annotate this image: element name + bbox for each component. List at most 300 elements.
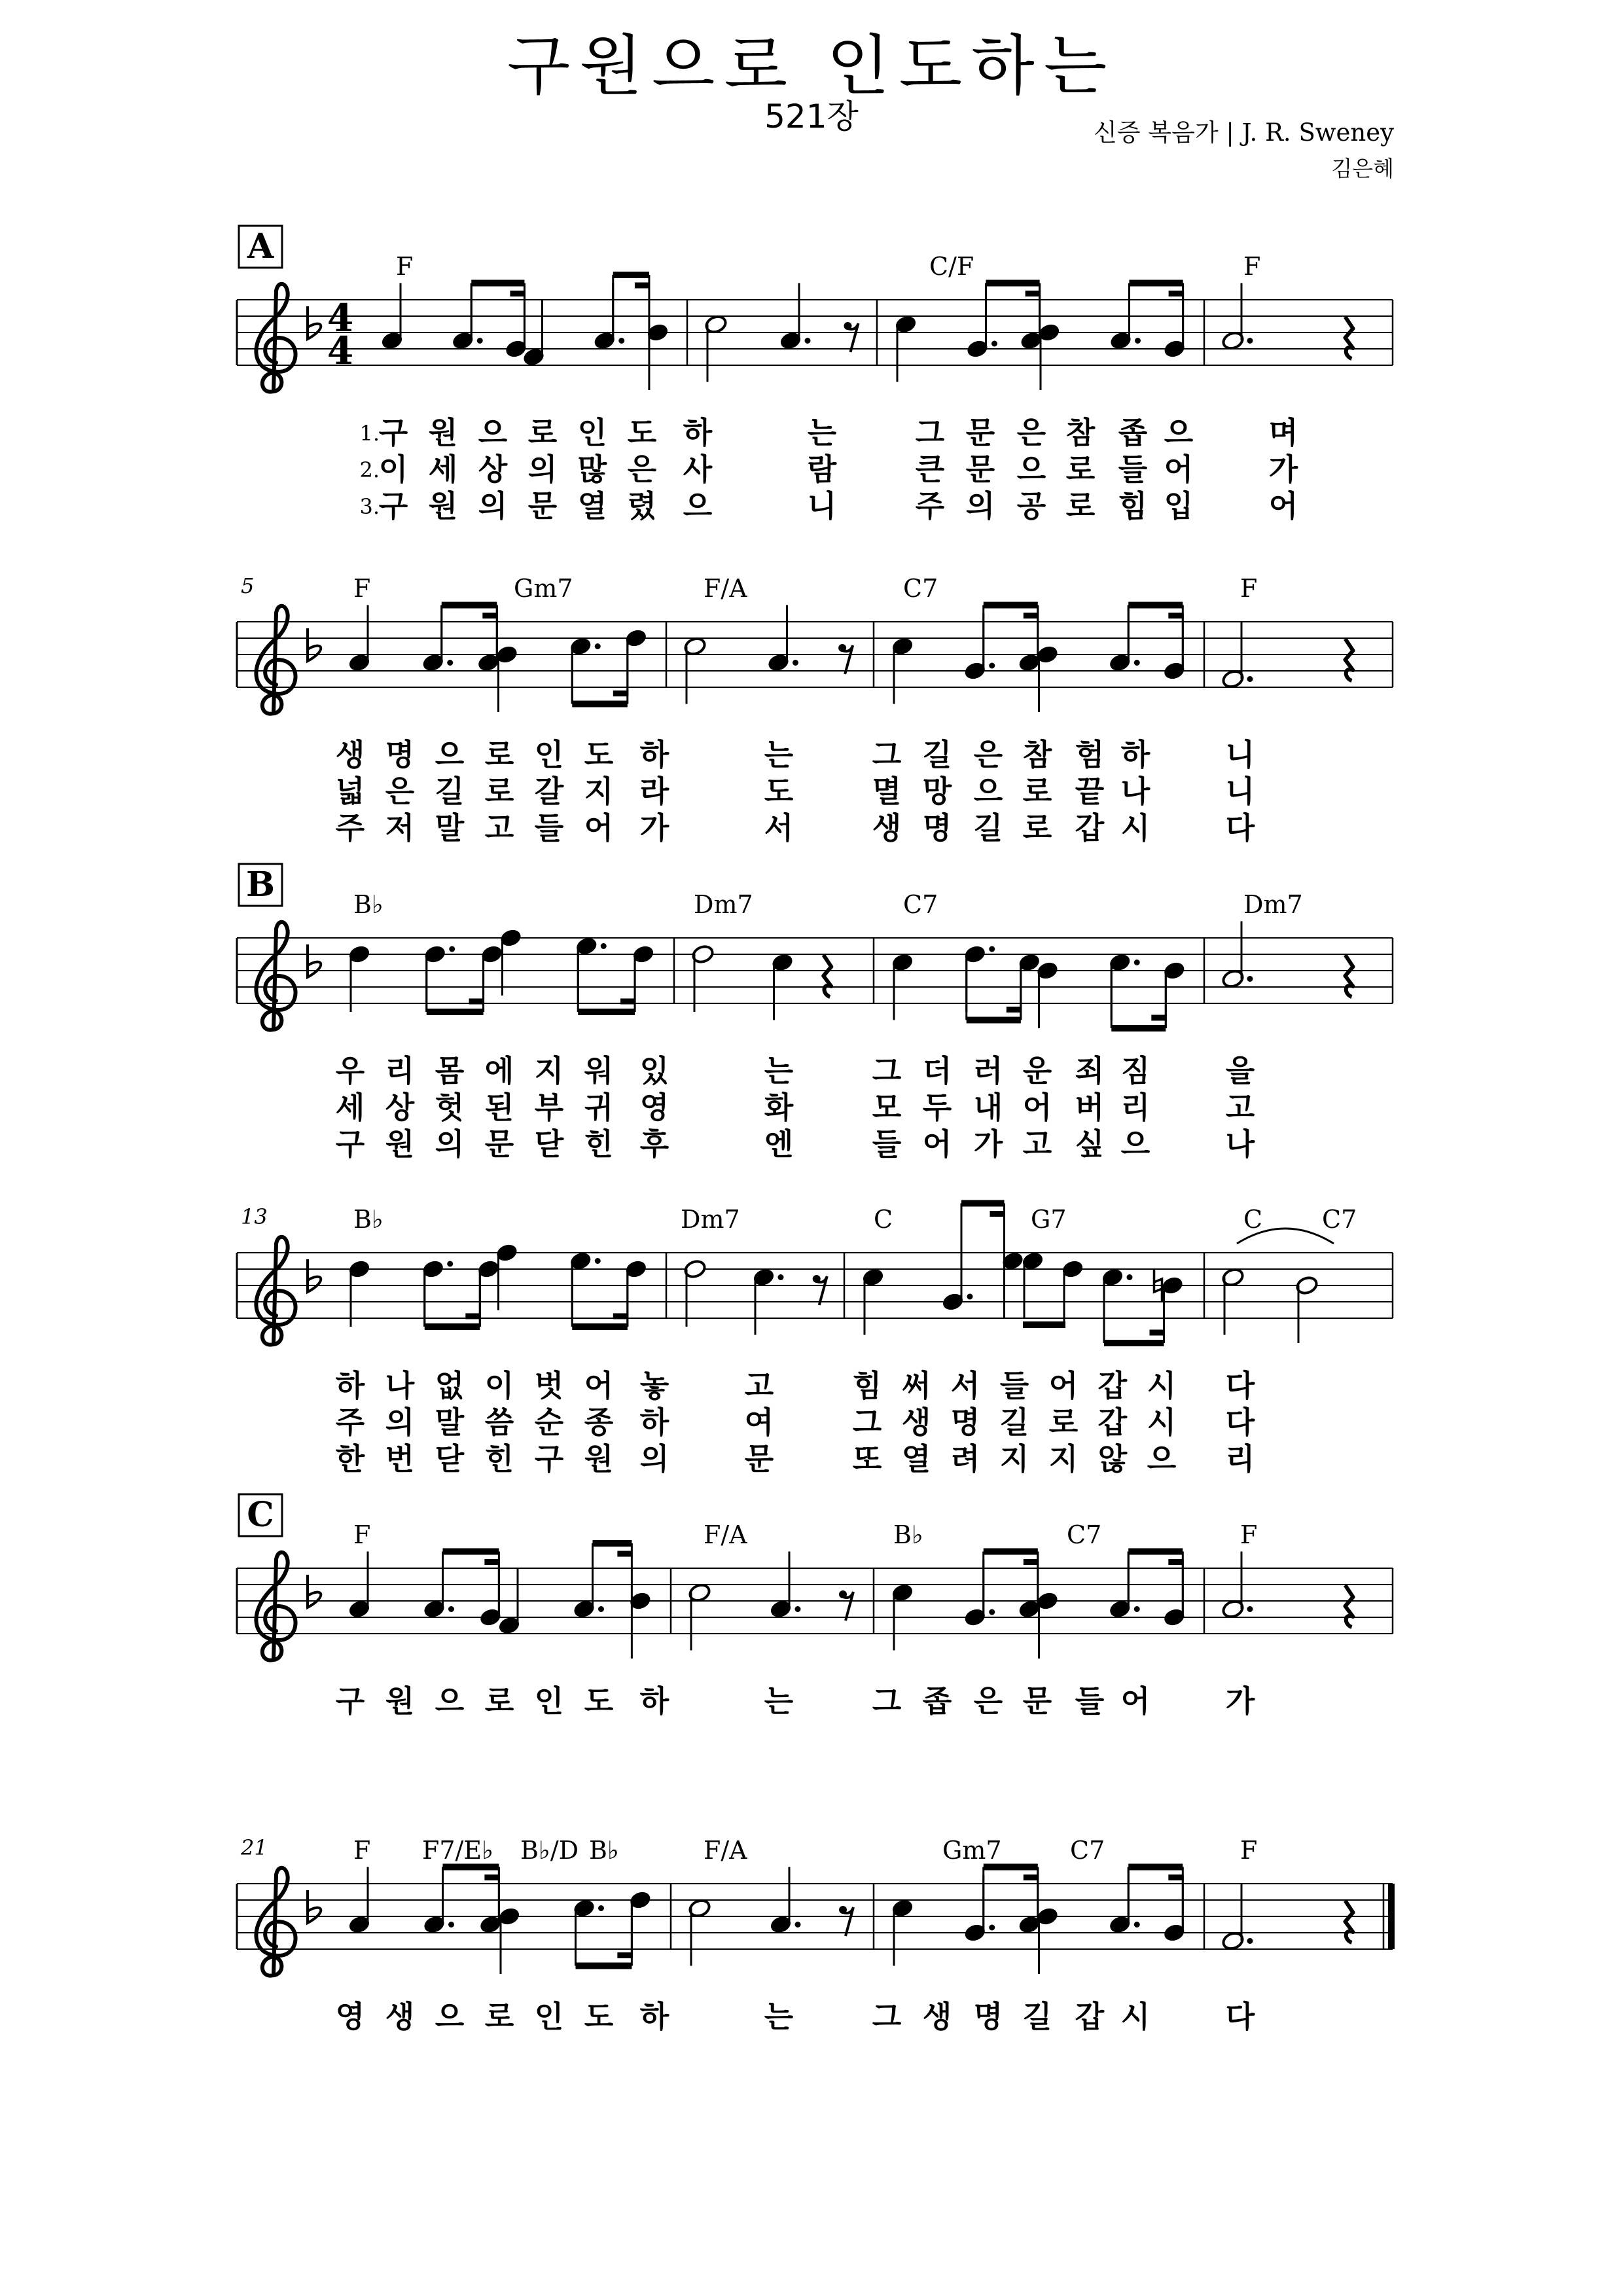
lyric-syllable: 그: [872, 737, 902, 772]
augmentation-dot: [1247, 1938, 1253, 1944]
lyric-syllable: 는: [764, 1053, 794, 1088]
lyric-syllable: 갑: [1097, 1405, 1128, 1440]
lyric-syllable: 갈: [534, 774, 564, 809]
lyric-syllable: 있: [639, 1053, 669, 1088]
augmentation-dot: [795, 1606, 801, 1612]
lyric-syllable: 운: [1022, 1053, 1052, 1088]
lyric-syllable: 명: [973, 1999, 1003, 2034]
lyric-syllable: 나: [1225, 1126, 1255, 1162]
translator-credit: 김은혜: [1331, 156, 1394, 181]
lyric-syllable: 상: [385, 1090, 415, 1125]
lyric-syllable: 은: [627, 452, 657, 487]
augmentation-dot: [1134, 660, 1140, 666]
lyric-syllable: 시: [1120, 1999, 1150, 2034]
lyric-syllable: 공: [1016, 488, 1046, 524]
lyric-syllable: 좁: [922, 1683, 952, 1719]
lyric-syllable: 들: [1075, 1683, 1105, 1719]
lyric-syllable: 문: [527, 488, 558, 524]
lyric-syllable: 씀: [484, 1405, 514, 1440]
lyric-syllable: 들: [1118, 452, 1148, 487]
chord-symbol: C7: [1067, 1520, 1102, 1549]
lyric-syllable: 닫: [435, 1441, 465, 1477]
quarter-rest-icon: [1346, 639, 1353, 681]
lyric-syllable: 람: [807, 452, 837, 487]
chord-symbol: C7: [903, 574, 938, 603]
quarter-rest-icon: [1346, 317, 1353, 359]
quarter-rest-icon: [823, 955, 831, 997]
lyric-syllable: 망: [922, 774, 952, 809]
chord-symbol: F7/E♭: [422, 1836, 494, 1865]
lyric-syllable: 고: [744, 1368, 774, 1403]
augmentation-dot: [989, 1609, 995, 1615]
lyric-syllable: 으: [435, 1999, 465, 2034]
lyric-syllable: 나: [1120, 774, 1150, 809]
lyric-syllable: 로: [484, 737, 514, 772]
lyric-syllable: 영: [335, 1999, 365, 2034]
lyric-syllable: 길: [1022, 1999, 1052, 2034]
lyric-syllable: 려: [950, 1441, 980, 1477]
augmentation-dot: [598, 1606, 604, 1612]
augmentation-dot: [449, 946, 455, 952]
lyric-syllable: 리: [1120, 1090, 1150, 1125]
lyric-syllable: 로: [1065, 488, 1096, 524]
lyric-syllable: 멸: [872, 774, 902, 809]
lyric-syllable: 힘: [852, 1368, 882, 1403]
augmentation-dot: [598, 1905, 604, 1911]
lyric-syllable: 버: [1075, 1090, 1105, 1125]
augmentation-dot: [448, 1922, 454, 1928]
time-signature-top: 4: [327, 296, 354, 340]
lyric-syllable: 좁: [1118, 415, 1148, 450]
rehearsal-mark: C: [247, 1495, 274, 1535]
verse-number: 2.: [359, 457, 380, 482]
lyric-syllable: 어: [584, 810, 614, 846]
lyric-syllable: 번: [385, 1441, 415, 1477]
lyric-syllable: 러: [973, 1053, 1003, 1088]
lyric-syllable: 어: [1268, 488, 1298, 524]
lyric-syllable: 는: [764, 1683, 794, 1719]
lyric-syllable: 도: [627, 415, 657, 450]
lyric-syllable: 지: [534, 1053, 564, 1088]
verse-number: 1.: [359, 421, 380, 446]
measure-number: 21: [241, 1835, 268, 1860]
lyric-syllable: 두: [922, 1090, 952, 1125]
lyric-syllable: 주: [335, 810, 365, 846]
chord-symbol: F: [1240, 574, 1258, 603]
lyric-syllable: 후: [639, 1126, 669, 1162]
lyric-syllable: 리: [385, 1053, 415, 1088]
lyric-syllable: 의: [965, 488, 995, 524]
key-signature-flat-icon: [308, 628, 321, 661]
lyric-syllable: 참: [1065, 415, 1096, 450]
measure-number: 5: [241, 573, 255, 598]
lyric-syllable: 은: [973, 737, 1003, 772]
chord-symbol: C: [874, 1205, 893, 1234]
key-signature-flat-icon: [308, 1890, 321, 1923]
lyric-syllable: 넓: [335, 774, 365, 809]
lyric-syllable: 사: [683, 452, 713, 487]
lyric-syllable: 가: [973, 1126, 1003, 1162]
hymn-title: 구원으로 인도하는: [507, 27, 1116, 104]
lyric-syllable: 문: [744, 1441, 774, 1477]
lyric-syllable: 영: [639, 1090, 669, 1125]
staff-system: [237, 226, 1393, 392]
lyric-syllable: 명: [950, 1405, 980, 1440]
lyric-syllable: 으: [435, 737, 465, 772]
lyric-syllable: 의: [478, 488, 508, 524]
augmentation-dot: [1134, 1606, 1140, 1612]
lyric-syllable: 모: [872, 1090, 902, 1125]
augmentation-dot: [595, 1258, 601, 1264]
chord-symbol: C/F: [929, 252, 974, 281]
rehearsal-mark: B: [246, 865, 275, 905]
lyric-syllable: 로: [1022, 774, 1052, 809]
augmentation-dot: [795, 1922, 801, 1928]
augmentation-dot: [601, 943, 607, 949]
source-credit: 신증 복음가 | J. R. Sweney: [1094, 118, 1394, 147]
augmentation-dot: [793, 660, 798, 666]
augmentation-dot: [1247, 676, 1253, 682]
lyric-syllable: 로: [1048, 1405, 1079, 1440]
lyric-syllable: 길: [922, 737, 952, 772]
lyric-syllable: 구: [378, 415, 408, 450]
lyric-syllable: 또: [852, 1441, 882, 1477]
measure-number: 13: [241, 1204, 268, 1229]
lyric-syllable: 몸: [435, 1053, 465, 1088]
lyric-syllable: 길: [999, 1405, 1029, 1440]
lyric-syllable: 갑: [1075, 1999, 1105, 2034]
chord-symbol: F: [1240, 1520, 1258, 1549]
chord-symbol: C7: [1322, 1205, 1357, 1234]
augmentation-dot: [989, 663, 995, 669]
lyric-syllable: 내: [973, 1090, 1003, 1125]
lyric-syllable: 니: [1225, 774, 1255, 809]
lyric-syllable: 원: [428, 488, 458, 524]
lyric-syllable: 우: [335, 1053, 365, 1088]
lyric-syllable: 그: [915, 415, 945, 450]
lyric-syllable: 한: [335, 1441, 365, 1477]
lyric-syllable: 지: [999, 1441, 1029, 1477]
lyric-syllable: 의: [527, 452, 558, 487]
chord-symbol: C7: [903, 890, 938, 919]
lyric-syllable: 니: [1225, 737, 1255, 772]
lyric-syllable: 힌: [484, 1441, 514, 1477]
time-signature-bottom: 4: [327, 329, 354, 373]
lyric-syllable: 갑: [1097, 1368, 1128, 1403]
chord-symbol: Dm7: [694, 890, 753, 919]
lyric-syllable: 문: [484, 1126, 514, 1162]
lyric-syllable: 으: [1016, 452, 1046, 487]
chord-symbol: Dm7: [1243, 890, 1303, 919]
lyric-syllable: 상: [478, 452, 508, 487]
lyric-syllable: 주: [335, 1405, 365, 1440]
augmentation-dot: [595, 643, 601, 649]
chord-symbol: F: [1243, 252, 1261, 281]
lyric-syllable: 로: [484, 1999, 514, 2034]
lyric-syllable: 인: [534, 1683, 564, 1719]
lyric-syllable: 니: [807, 488, 837, 524]
lyric-syllable: 는: [807, 415, 837, 450]
chord-symbol: F: [353, 1520, 371, 1549]
lyric-syllable: 하: [639, 737, 669, 772]
staff-system: [237, 1494, 1393, 1660]
lyric-syllable: 세: [335, 1090, 365, 1125]
lyric-syllable: 어: [584, 1368, 614, 1403]
lyric-syllable: 닫: [534, 1126, 564, 1162]
chord-symbol: B♭: [893, 1520, 923, 1549]
lyric-syllable: 으: [478, 415, 508, 450]
augmentation-dot: [618, 338, 624, 344]
lyric-syllable: 그: [852, 1405, 882, 1440]
lyric-syllable: 하: [639, 1405, 669, 1440]
lyric-syllable: 고: [1225, 1090, 1255, 1125]
lyric-syllable: 헛: [435, 1090, 465, 1125]
lyric-syllable: 지: [1048, 1441, 1079, 1477]
lyric-syllable: 종: [584, 1405, 614, 1440]
lyric-syllable: 은: [1016, 415, 1046, 450]
lyric-syllable: 문: [1022, 1683, 1052, 1719]
quarter-rest-icon: [1346, 1901, 1353, 1943]
lyric-syllable: 원: [428, 415, 458, 450]
lyric-syllable: 험: [1075, 737, 1105, 772]
lyric-syllable: 말: [435, 810, 465, 846]
lyric-syllable: 고: [1022, 1126, 1052, 1162]
quarter-rest-icon: [1346, 1585, 1353, 1627]
lyric-syllable: 부: [534, 1090, 564, 1125]
lyric-syllable: 렸: [627, 488, 657, 524]
augmentation-dot: [778, 1274, 784, 1280]
lyric-syllable: 힌: [584, 1126, 614, 1162]
augmentation-dot: [1134, 1922, 1140, 1928]
chord-symbol: F: [353, 574, 371, 603]
augmentation-dot: [477, 338, 483, 344]
lyric-syllable: 으: [435, 1683, 465, 1719]
lyric-syllable: 된: [484, 1090, 514, 1125]
augmentation-dot: [1247, 976, 1253, 982]
lyric-syllable: 생: [335, 737, 365, 772]
staff-system: [237, 864, 1393, 1030]
lyric-syllable: 지: [584, 774, 614, 809]
lyric-syllable: 로: [1065, 452, 1096, 487]
lyric-syllable: 문: [965, 415, 995, 450]
lyric-syllable: 짐: [1120, 1053, 1150, 1088]
chord-symbol: F: [396, 252, 414, 281]
lyric-syllable: 더: [922, 1053, 952, 1088]
key-signature-flat-icon: [308, 1575, 321, 1607]
lyric-syllable: 놓: [639, 1368, 669, 1403]
lyric-syllable: 구: [335, 1683, 365, 1719]
lyric-syllable: 원: [385, 1126, 415, 1162]
lyric-syllable: 주: [915, 488, 945, 524]
lyric-syllable: 명: [922, 810, 952, 846]
lyric-syllable: 으: [973, 774, 1003, 809]
lyric-syllable: 나: [385, 1368, 415, 1403]
lyric-syllable: 열: [577, 488, 607, 524]
chord-symbol: G7: [1031, 1205, 1067, 1234]
chord-symbol: Gm7: [514, 574, 573, 603]
lyric-syllable: 다: [1225, 810, 1255, 846]
chord-symbol: F: [353, 1836, 371, 1865]
lyric-syllable: 참: [1022, 737, 1052, 772]
beam: [1023, 1321, 1065, 1328]
lyric-syllable: 그: [872, 1053, 902, 1088]
augmentation-dot: [447, 1261, 453, 1267]
lyric-syllable: 벗: [534, 1368, 564, 1403]
chord-symbol: F/A: [704, 574, 747, 603]
lyric-syllable: 의: [385, 1405, 415, 1440]
lyric-syllable: 하: [639, 1999, 669, 2034]
lyric-syllable: 서: [764, 810, 794, 846]
lyric-syllable: 어: [1048, 1368, 1079, 1403]
lyric-syllable: 열: [901, 1441, 931, 1477]
lyric-syllable: 워: [584, 1053, 614, 1088]
lyric-syllable: 리: [1225, 1441, 1255, 1477]
lyric-syllable: 도: [584, 737, 614, 772]
lyric-syllable: 로: [1022, 810, 1052, 846]
lyric-syllable: 생: [922, 1999, 952, 2034]
chord-symbol: F: [1240, 1836, 1258, 1865]
augmentation-dot: [991, 341, 997, 347]
key-signature-flat-icon: [308, 306, 321, 339]
verse-number: 3.: [359, 494, 380, 519]
lyric-syllable: 싶: [1075, 1126, 1105, 1162]
lyric-syllable: 로: [527, 415, 558, 450]
lyric-syllable: 하: [1120, 737, 1150, 772]
lyric-syllable: 그: [872, 1999, 902, 2034]
lyric-syllable: 저: [385, 810, 415, 846]
lyric-syllable: 갑: [1075, 810, 1105, 846]
lyric-syllable: 을: [1225, 1053, 1255, 1088]
lyric-syllable: 가: [1268, 452, 1298, 487]
lyric-syllable: 세: [428, 452, 458, 487]
lyric-syllable: 인: [534, 1999, 564, 2034]
lyric-syllable: 의: [435, 1126, 465, 1162]
lyric-syllable: 엔: [764, 1126, 794, 1162]
lyric-syllable: 에: [484, 1053, 514, 1088]
lyric-syllable: 귀: [584, 1090, 614, 1125]
augmentation-dot: [805, 338, 811, 344]
chord-symbol: C: [1243, 1205, 1263, 1234]
chord-symbol: Gm7: [942, 1836, 1002, 1865]
lyric-syllable: 으: [1120, 1126, 1150, 1162]
lyric-syllable: 도: [584, 1999, 614, 2034]
lyric-syllable: 길: [435, 774, 465, 809]
chord-symbol: F/A: [704, 1836, 747, 1865]
lyric-syllable: 힘: [1118, 488, 1148, 524]
lyric-syllable: 화: [764, 1090, 794, 1125]
augmentation-dot: [1247, 1606, 1253, 1612]
lyric-syllable: 다: [1225, 1405, 1255, 1440]
lyric-syllable: 생: [385, 1999, 415, 2034]
lyric-syllable: 명: [385, 737, 415, 772]
lyric-syllable: 이: [484, 1368, 514, 1403]
lyric-syllable: 생: [872, 810, 902, 846]
lyric-syllable: 고: [484, 810, 514, 846]
lyric-syllable: 로: [484, 1683, 514, 1719]
lyric-syllable: 어: [1164, 452, 1194, 487]
staff-system: [237, 1835, 1393, 1976]
lyric-syllable: 가: [1225, 1683, 1255, 1719]
key-signature-flat-icon: [308, 1259, 321, 1292]
lyric-syllable: 구: [534, 1441, 564, 1477]
augmentation-dot: [1134, 960, 1140, 965]
lyric-syllable: 는: [764, 737, 794, 772]
lyric-syllable: 들: [872, 1126, 902, 1162]
lyric-syllable: 어: [922, 1126, 952, 1162]
key-signature-flat-icon: [308, 944, 321, 977]
chord-symbol: F/A: [704, 1520, 747, 1549]
lyric-syllable: 시: [1120, 810, 1150, 846]
lyric-syllable: 끝: [1075, 774, 1105, 809]
lyric-syllable: 여: [744, 1405, 774, 1440]
lyric-syllable: 의: [639, 1441, 669, 1477]
lyric-syllable: 문: [965, 452, 995, 487]
augmentation-dot: [448, 1606, 454, 1612]
lyric-syllable: 원: [385, 1683, 415, 1719]
lyric-syllable: 들: [999, 1368, 1029, 1403]
lyric-syllable: 다: [1225, 1999, 1255, 2034]
lyric-syllable: 죄: [1075, 1053, 1105, 1088]
staff-system: [237, 573, 1393, 714]
lyric-syllable: 길: [973, 810, 1003, 846]
lyric-syllable: 은: [385, 774, 415, 809]
staff-system: [237, 1204, 1393, 1345]
lyric-syllable: 많: [577, 452, 607, 487]
lyric-syllable: 어: [1120, 1683, 1150, 1719]
lyric-syllable: 으: [1164, 415, 1194, 450]
lyric-syllable: 원: [584, 1441, 614, 1477]
lyric-syllable: 도: [584, 1683, 614, 1719]
lyric-syllable: 들: [534, 810, 564, 846]
lyric-syllable: 로: [484, 774, 514, 809]
lyric-syllable: 하: [639, 1683, 669, 1719]
lyric-syllable: 하: [335, 1368, 365, 1403]
lyric-syllable: 하: [683, 415, 713, 450]
lyric-syllable: 인: [534, 737, 564, 772]
augmentation-dot: [1127, 1274, 1133, 1280]
augmentation-dot: [1135, 338, 1141, 344]
chord-symbol: Dm7: [681, 1205, 740, 1234]
lyric-syllable: 않: [1097, 1441, 1128, 1477]
lyric-syllable: 입: [1164, 488, 1194, 524]
lyric-syllable: 생: [901, 1405, 931, 1440]
augmentation-dot: [967, 1294, 973, 1300]
lyric-syllable: 다: [1225, 1368, 1255, 1403]
lyric-syllable: 으: [683, 488, 713, 524]
lyric-syllable: 순: [534, 1405, 564, 1440]
lyric-syllable: 없: [435, 1368, 465, 1403]
augmentation-dot: [1247, 338, 1253, 344]
lyric-syllable: 며: [1268, 415, 1298, 450]
lyric-syllable: 라: [639, 774, 669, 809]
chord-symbol: B♭: [353, 1205, 383, 1234]
augmentation-dot: [447, 660, 453, 666]
lyric-syllable: 도: [764, 774, 794, 809]
chord-symbol: B♭/D: [520, 1836, 579, 1865]
lyric-syllable: 큰: [915, 452, 945, 487]
lyric-syllable: 말: [435, 1405, 465, 1440]
augmentation-dot: [989, 1925, 995, 1931]
chord-symbol: B♭: [353, 890, 383, 919]
chord-symbol: B♭: [589, 1836, 619, 1865]
lyric-syllable: 시: [1147, 1405, 1177, 1440]
augmentation-dot: [989, 946, 995, 952]
hymn-number: 521장: [764, 98, 859, 135]
lyric-syllable: 은: [973, 1683, 1003, 1719]
lyric-syllable: 이: [378, 452, 408, 487]
lyric-syllable: 그: [872, 1683, 902, 1719]
lyric-syllable: 인: [577, 415, 607, 450]
